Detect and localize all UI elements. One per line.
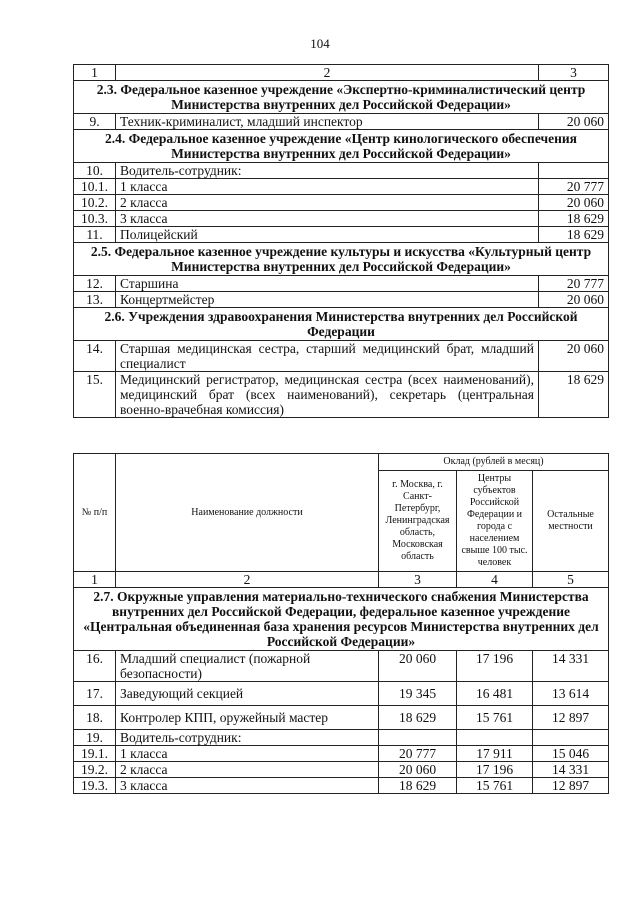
table-row — [74, 651, 609, 682]
table-row — [74, 292, 609, 308]
table-row — [74, 341, 609, 372]
position-name: Старшая медицинская сестра, старший медицинский брат, младший специалист — [116, 341, 539, 372]
salary-centers: 17 911 — [457, 746, 533, 762]
section-title-2-5: 2.5. Федеральное казенное учреждение культуры и искусства «Культурный центр Министерства внутренних дел Российской Федерации» — [74, 243, 609, 276]
section-header-row — [74, 588, 609, 651]
salary-moscow: 20 060 — [379, 651, 457, 682]
header-row — [74, 454, 609, 471]
table-row — [74, 706, 609, 730]
col-number-2: 2 — [116, 65, 539, 81]
row-num: 10. — [74, 163, 116, 179]
salary-other — [533, 730, 609, 746]
position-name: Заведующий секцией — [116, 682, 379, 706]
section-header-row — [74, 130, 609, 163]
col-number-2: 2 — [116, 572, 379, 588]
salary-moscow: 20 777 — [379, 746, 457, 762]
table-row — [74, 179, 609, 195]
row-num: 19.3. — [74, 778, 116, 794]
header-col-centers: Центры субъектов Российской Федерации и города с населением свыше 100 тыс. человек — [457, 471, 533, 572]
col-number-3: 3 — [539, 65, 609, 81]
salary-table-1 — [73, 64, 609, 418]
salary-value — [539, 163, 609, 179]
position-name: Младший специалист (пожарной безопасности) — [116, 651, 379, 682]
col-number-3: 3 — [379, 572, 457, 588]
salary-value: 20 777 — [539, 276, 609, 292]
position-name: Медицинский регистратор, медицинская сестра (всех наименований), медицинский брат (всех наименований), секретарь (центральная военно-врачебная комиссия) — [116, 372, 539, 418]
salary-moscow: 20 060 — [379, 762, 457, 778]
header-num: № п/п — [74, 454, 116, 572]
position-name: Водитель-сотрудник: — [116, 163, 539, 179]
table-row — [74, 163, 609, 179]
section-title-2-4: 2.4. Федеральное казенное учреждение «Центр кинологического обеспечения Министерства внутренних дел Российской Федерации» — [74, 130, 609, 163]
position-name: 3 класса — [116, 211, 539, 227]
header-col-other: Остальные местности — [533, 471, 609, 572]
salary-other: 12 897 — [533, 778, 609, 794]
position-name: 2 класса — [116, 195, 539, 211]
salary-value: 20 777 — [539, 179, 609, 195]
page-number: 104 — [310, 36, 330, 51]
header-position-name: Наименование должности — [116, 454, 379, 572]
salary-moscow — [379, 730, 457, 746]
position-name: 1 класса — [116, 746, 379, 762]
salary-other: 14 331 — [533, 762, 609, 778]
position-name: Техник-криминалист, младший инспектор — [116, 114, 539, 130]
salary-moscow: 18 629 — [379, 778, 457, 794]
salary-moscow: 18 629 — [379, 706, 457, 730]
position-name: Старшина — [116, 276, 539, 292]
salary-other: 12 897 — [533, 706, 609, 730]
salary-value: 18 629 — [539, 372, 609, 418]
position-name: 2 класса — [116, 762, 379, 778]
salary-centers: 15 761 — [457, 778, 533, 794]
salary-value: 20 060 — [539, 114, 609, 130]
position-name: Концертмейстер — [116, 292, 539, 308]
column-number-row — [74, 572, 609, 588]
row-num: 18. — [74, 706, 116, 730]
row-num: 10.2. — [74, 195, 116, 211]
row-num: 10.3. — [74, 211, 116, 227]
row-num: 14. — [74, 341, 116, 372]
position-name: Полицейский — [116, 227, 539, 243]
col-number-4: 4 — [457, 572, 533, 588]
row-num: 15. — [74, 372, 116, 418]
salary-table-2 — [73, 453, 609, 794]
salary-centers: 17 196 — [457, 651, 533, 682]
row-num: 13. — [74, 292, 116, 308]
row-num: 9. — [74, 114, 116, 130]
salary-value: 18 629 — [539, 227, 609, 243]
table-row — [74, 746, 609, 762]
table-row — [74, 762, 609, 778]
salary-centers: 15 761 — [457, 706, 533, 730]
salary-value: 18 629 — [539, 211, 609, 227]
header-salary-group: Оклад (рублей в месяц) — [379, 454, 609, 471]
table-row — [74, 276, 609, 292]
table-row — [74, 211, 609, 227]
row-num: 19.2. — [74, 762, 116, 778]
salary-centers: 16 481 — [457, 682, 533, 706]
row-num: 17. — [74, 682, 116, 706]
col-number-5: 5 — [533, 572, 609, 588]
salary-other: 14 331 — [533, 651, 609, 682]
section-header-row — [74, 308, 609, 341]
position-name: 3 класса — [116, 778, 379, 794]
header-col-moscow: г. Москва, г. Санкт-Петербург, Ленинградская область, Московская область — [379, 471, 457, 572]
position-name: 1 класса — [116, 179, 539, 195]
column-number-row — [74, 65, 609, 81]
salary-value: 20 060 — [539, 195, 609, 211]
position-name: Водитель-сотрудник: — [116, 730, 379, 746]
col-number-1: 1 — [74, 572, 116, 588]
salary-other: 15 046 — [533, 746, 609, 762]
salary-centers — [457, 730, 533, 746]
section-title-2-7: 2.7. Окружные управления материально-технического снабжения Министерства внутренних дел Российской Федерации, федеральное казенное учреждение «Центральная объединенная база хранения ресурсов Министерства внутренних дел Российской Федерации» — [74, 588, 609, 651]
table-row — [74, 730, 609, 746]
table-row — [74, 227, 609, 243]
table-row — [74, 372, 609, 418]
position-name: Контролер КПП, оружейный мастер — [116, 706, 379, 730]
row-num: 19.1. — [74, 746, 116, 762]
table-row — [74, 682, 609, 706]
row-num: 16. — [74, 651, 116, 682]
section-header-row — [74, 243, 609, 276]
col-number-1: 1 — [74, 65, 116, 81]
salary-value: 20 060 — [539, 341, 609, 372]
section-title-2-3: 2.3. Федеральное казенное учреждение «Экспертно-криминалистический центр Министерства внутренних дел Российской Федерации» — [74, 81, 609, 114]
row-num: 10.1. — [74, 179, 116, 195]
row-num: 19. — [74, 730, 116, 746]
table-row — [74, 114, 609, 130]
section-header-row — [74, 81, 609, 114]
section-title-2-6: 2.6. Учреждения здравоохранения Министерства внутренних дел Российской Федерации — [74, 308, 609, 341]
salary-other: 13 614 — [533, 682, 609, 706]
salary-centers: 17 196 — [457, 762, 533, 778]
table-row — [74, 195, 609, 211]
salary-moscow: 19 345 — [379, 682, 457, 706]
row-num: 11. — [74, 227, 116, 243]
table-row — [74, 778, 609, 794]
salary-value: 20 060 — [539, 292, 609, 308]
row-num: 12. — [74, 276, 116, 292]
